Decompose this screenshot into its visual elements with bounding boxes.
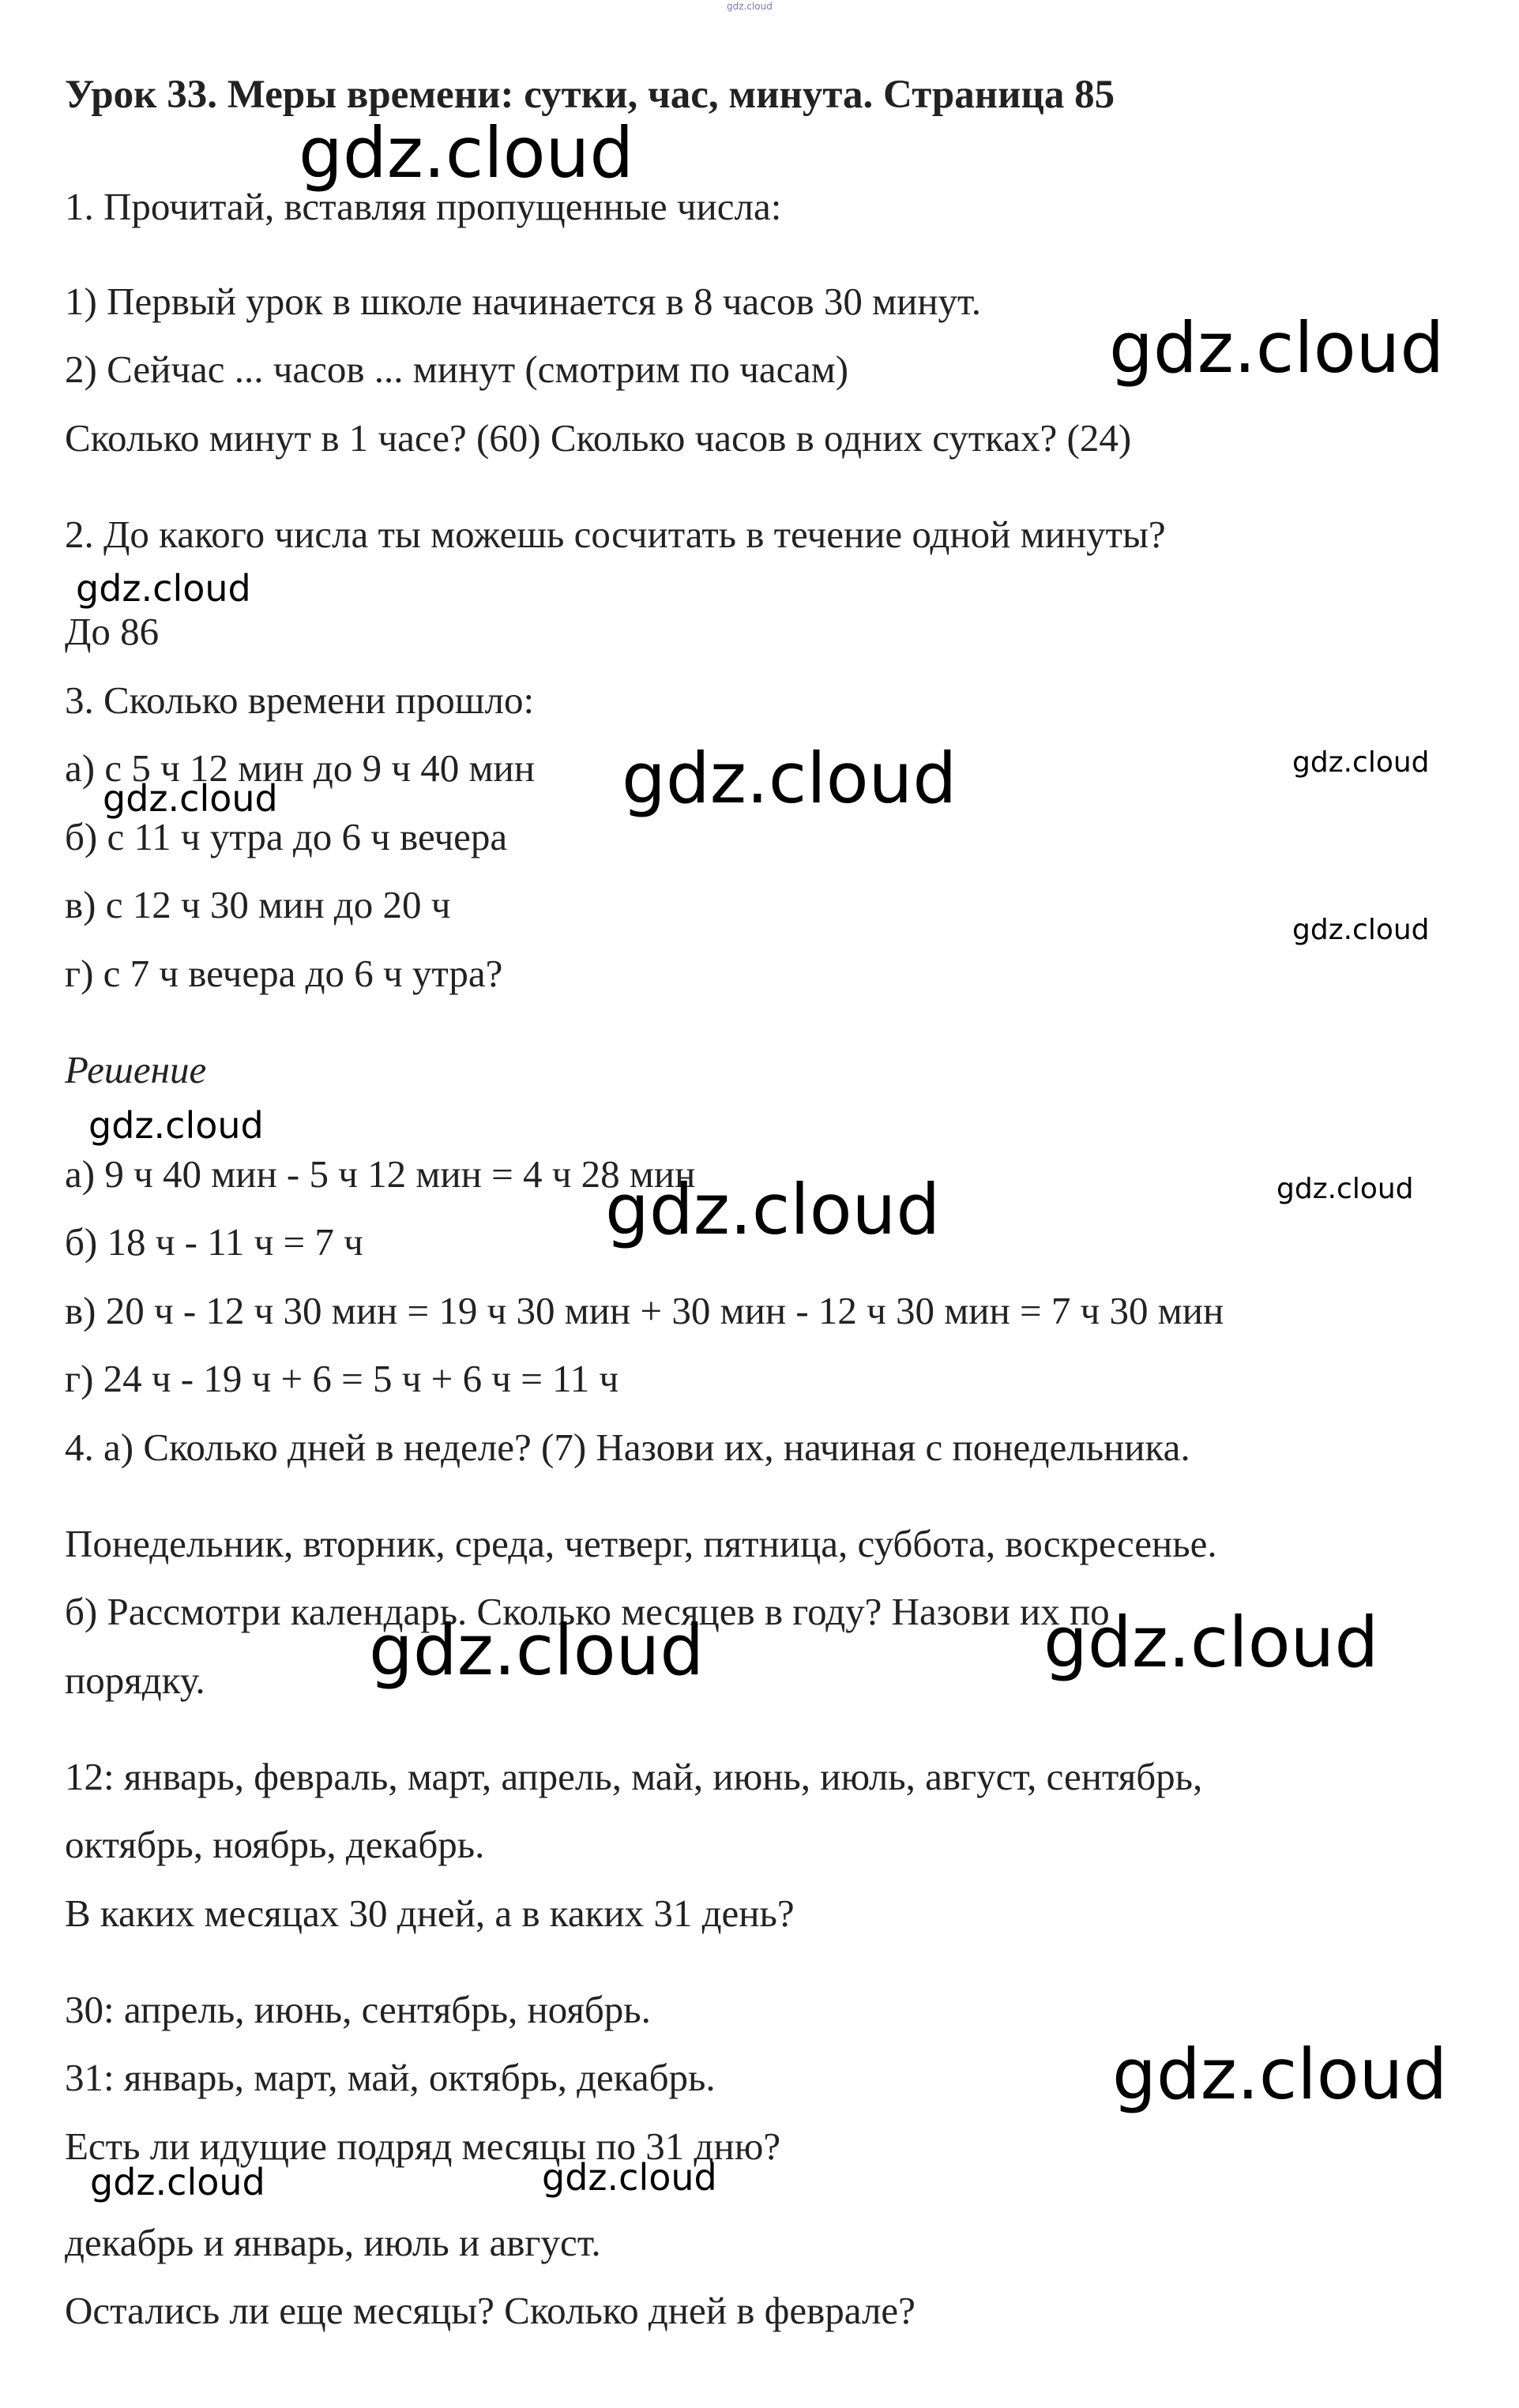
watermark: gdz.cloud (103, 777, 278, 820)
watermark: gdz.cloud (369, 1610, 705, 1691)
question-30-31: В каких месяцах 30 дней, а в каких 31 день? (65, 1891, 795, 1935)
solution-a: а) 9 ч 40 мин - 5 ч 12 мин = 4 ч 28 мин (65, 1152, 696, 1196)
task-1-heading: 1. Прочитай, вставляя пропущенные числа: (65, 185, 782, 228)
watermark: gdz.cloud (88, 1104, 264, 1147)
task-4b-heading: б) Рассмотри календарь. Сколько месяцев в году? Назови их по (65, 1590, 1110, 1633)
watermark: gdz.cloud (1276, 1173, 1414, 1205)
task-3-item-g: г) с 7 ч вечера до 6 ч утра? (65, 952, 503, 995)
solution-g: г) 24 ч - 19 ч + 6 = 5 ч + 6 ч = 11 ч (65, 1357, 619, 1400)
task-3-item-b: б) с 11 ч утра до 6 ч вечера (65, 815, 508, 858)
months-list-cont: октябрь, ноябрь, декабрь. (65, 1823, 485, 1866)
solution-heading: Решение (65, 1048, 207, 1091)
watermark: gdz.cloud (1112, 2034, 1448, 2115)
page-title: Урок 33. Меры времени: сутки, час, минута. Страница 85 (65, 73, 1115, 117)
task-1-item-1: 1) Первый урок в школе начинается в 8 часов 30 минут. (65, 280, 982, 323)
answer-31-days: 31: январь, март, май, октябрь, декабрь. (65, 2056, 716, 2099)
solution-v: в) 20 ч - 12 ч 30 мин = 19 ч 30 мин + 30 мин - 12 ч 30 мин = 7 ч 30 мин (65, 1289, 1224, 1332)
watermark: gdz.cloud (1043, 1602, 1379, 1683)
watermark: gdz.cloud (542, 2156, 717, 2199)
task-2-heading: 2. До какого числа ты можешь сосчитать в течение одной минуты? (65, 513, 1166, 556)
task-4b-heading-cont: порядку. (65, 1659, 205, 1702)
task-3-item-a: а) с 5 ч 12 мин до 9 ч 40 мин (65, 746, 535, 790)
watermark: gdz.cloud (90, 2161, 265, 2203)
task-4a-heading: 4. а) Сколько дней в неделе? (7) Назови их, начиная с понедельника. (65, 1426, 1190, 1469)
months-list: 12: январь, февраль, март, апрель, май, июнь, июль, август, сентябрь, (65, 1755, 1203, 1798)
task-3-item-v: в) с 12 ч 30 мин до 20 ч (65, 883, 451, 926)
task-1-questions: Сколько минут в 1 часе? (60) Сколько часов в одних сутках? (24) (65, 416, 1132, 460)
task-2-answer: До 86 (65, 610, 160, 653)
answer-30-days: 30: апрель, июнь, сентябрь, ноябрь. (65, 1988, 651, 2031)
watermark-tiny: gdz.cloud (727, 1, 773, 12)
task-1-item-2: 2) Сейчас ... часов ... минут (смотрим по часам) (65, 347, 849, 391)
watermark: gdz.cloud (1292, 914, 1430, 946)
watermark: gdz.cloud (76, 567, 251, 610)
watermark: gdz.cloud (1109, 307, 1445, 389)
answer-consecutive: декабрь и январь, июль и август. (65, 2221, 601, 2264)
watermark: gdz.cloud (605, 1169, 941, 1250)
question-consecutive: Есть ли идущие подряд месяцы по 31 дню? (65, 2124, 781, 2168)
watermark: gdz.cloud (299, 112, 634, 193)
solution-b: б) 18 ч - 11 ч = 7 ч (65, 1220, 363, 1264)
watermark: gdz.cloud (1292, 746, 1430, 779)
task-3-heading: 3. Сколько времени прошло: (65, 678, 535, 722)
question-february: Остались ли еще месяцы? Сколько дней в феврале? (65, 2289, 916, 2332)
watermark: gdz.cloud (622, 738, 957, 819)
task-4a-answer: Понедельник, вторник, среда, четверг, пятница, суббота, воскресенье. (65, 1522, 1217, 1565)
